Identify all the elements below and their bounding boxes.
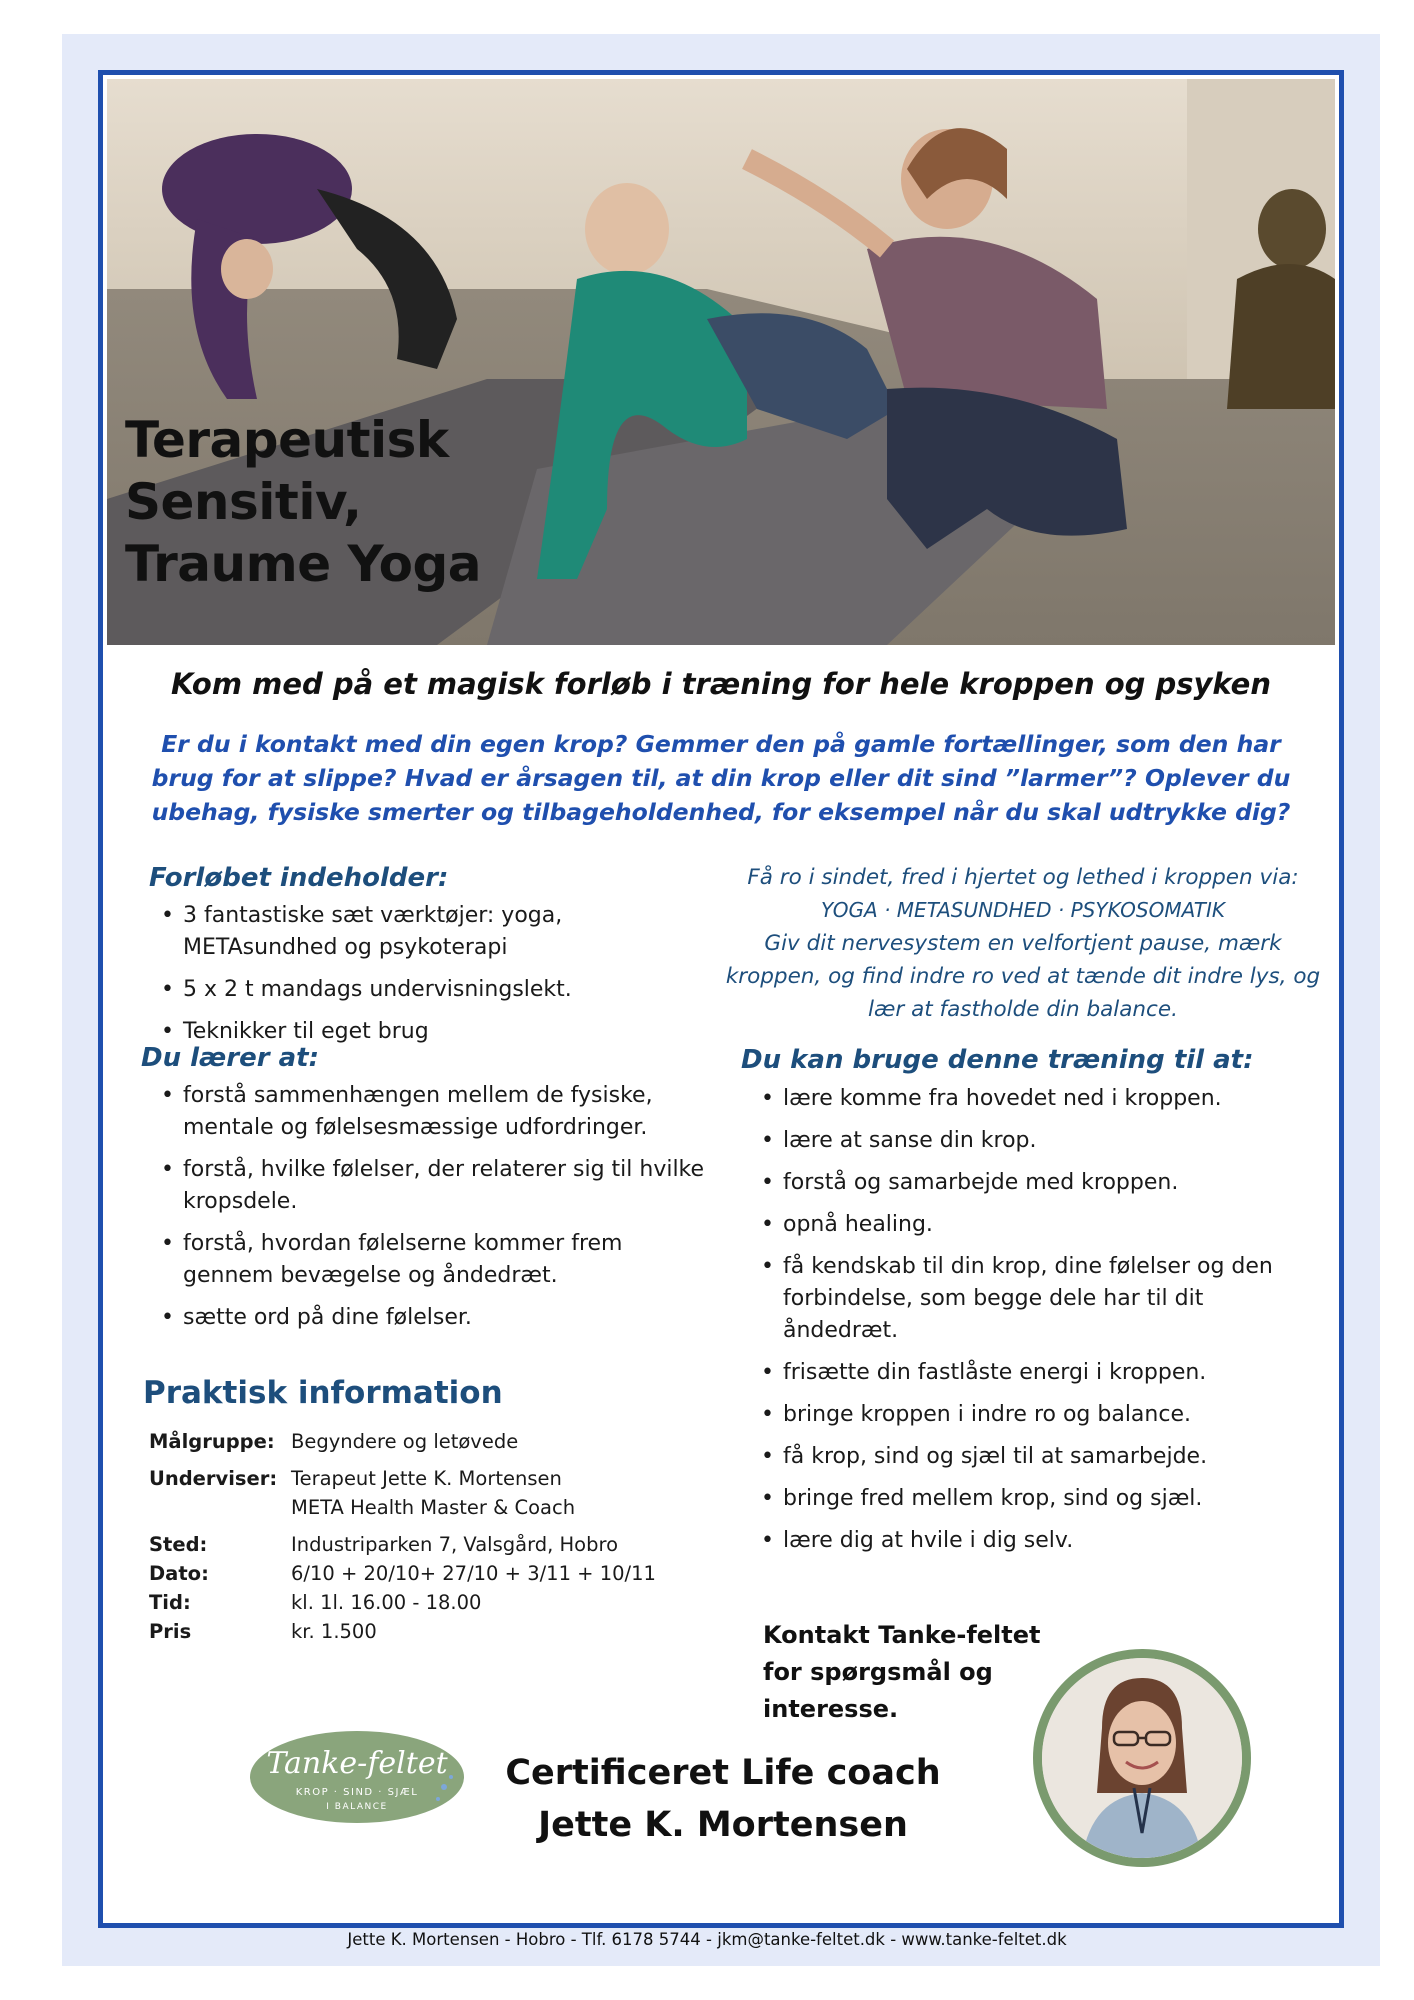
list-item: • forstå og samarbejde med kroppen. xyxy=(759,1167,1299,1199)
list-item: • lære komme fra hovedet ned i kroppen. xyxy=(759,1083,1299,1115)
learn-heading: Du lærer at: xyxy=(141,1043,320,1073)
price-value: kr. 1.500 xyxy=(291,1620,377,1643)
place-label: Sted: xyxy=(149,1533,208,1556)
portrait-photo xyxy=(1033,1649,1251,1867)
hero-title xyxy=(125,409,481,595)
date-value: 6/10 + 20/10+ 27/10 + 3/11 + 10/11 xyxy=(291,1562,656,1585)
list-item: • lære dig at hvile i dig selv. xyxy=(759,1525,1299,1557)
list-item: • 3 fantastiske sæt værktøjer: yoga, METAsundhed og psykoterapi xyxy=(159,900,679,964)
target-label: Målgruppe: xyxy=(149,1430,275,1453)
calm-line-2: YOGA · METASUNDHED · PSYKOSOMATIK xyxy=(820,898,1226,922)
hero-title-line-1: Terapeutisk xyxy=(125,411,449,469)
logo-name: Tanke-feltet xyxy=(266,1746,448,1781)
practical-heading: Praktisk information xyxy=(143,1375,503,1411)
portrait-image xyxy=(1042,1658,1242,1858)
logo-subline-2: I BALANCE xyxy=(326,1802,388,1812)
content-heading: Forløbet indeholder: xyxy=(149,863,449,893)
info-row-price xyxy=(149,1617,689,1646)
list-item: • sætte ord på dine følelser. xyxy=(159,1302,719,1334)
calm-line-1: Få ro i sindet, fred i hjertet og lethed i kroppen via: xyxy=(747,865,1299,890)
hero-title-line-2: Sensitiv, xyxy=(125,473,362,531)
contact-line-2: for spørgsmål og xyxy=(763,1658,993,1686)
contact-line-3: interesse. xyxy=(763,1695,899,1723)
hero-title-line-3: Traume Yoga xyxy=(125,535,482,593)
list-item: • få krop, sind og sjæl til at samarbejde. xyxy=(759,1441,1299,1473)
list-item: • Teknikker til eget brug xyxy=(159,1016,679,1048)
hero-photo xyxy=(107,79,1335,645)
teacher-value-1: Terapeut Jette K. Mortensen xyxy=(291,1467,562,1490)
target-value: Begyndere og letøvede xyxy=(291,1430,519,1453)
list-item: • forstå sammenhængen mellem de fysiske, mentale og følelsesmæssige udfordringer. xyxy=(159,1080,719,1144)
footer-contact-line: Jette K. Mortensen - Hobro - Tlf. 6178 5744 - jkm@tanke-feltet.dk - www.tanke-feltet.dk xyxy=(347,1930,1067,1949)
time-value: kl. 1l. 16.00 - 18.00 xyxy=(291,1591,482,1614)
practical-info xyxy=(149,1427,689,1646)
list-item: • forstå, hvordan følelserne kommer frem gennem bevægelse og åndedræt. xyxy=(159,1228,719,1292)
list-item: • frisætte din fastlåste energi i kroppen. xyxy=(759,1357,1299,1389)
teacher-label: Underviser: xyxy=(149,1467,278,1490)
info-row-target xyxy=(149,1427,689,1456)
list-item: • forstå, hvilke følelser, der relaterer sig til hvilke kropsdele. xyxy=(159,1154,719,1218)
intro-text: Er du i kontakt med din egen krop? Gemmer den på gamle fortællinger, som den har brug for at slippe? Hvad er årsagen til, at din krop eller dit sind ”larmer”? Oplever du ubehag, fysiske smerter og tilbageholdenhed, for eksempel når du skal udtrykke dig? xyxy=(151,730,1291,826)
flyer-frame xyxy=(98,70,1344,1928)
use-list xyxy=(759,1083,1299,1567)
logo-subline-1: KROP · SIND · SJÆL xyxy=(295,1787,419,1798)
calm-text xyxy=(723,861,1323,1026)
time-label: Tid: xyxy=(149,1591,191,1614)
calm-line-3: Giv dit nervesystem en velfortjent pause, mærk kroppen, og find indre ro ved at tænde dit indre lys, og lær at fastholde din balance. xyxy=(725,931,1321,1022)
info-row-date xyxy=(149,1559,689,1588)
teacher-value-2: META Health Master & Coach xyxy=(291,1496,576,1519)
tagline: Kom med på et magisk forløb i træning for hele kroppen og psyken xyxy=(171,667,1271,701)
info-row-place xyxy=(149,1530,689,1559)
list-item: • lære at sanse din krop. xyxy=(759,1125,1299,1157)
list-item: • få kendskab til din krop, dine følelser og den forbindelse, som begge dele har til dit åndedræt. xyxy=(759,1251,1299,1347)
list-item: • 5 x 2 t mandags undervisningslekt. xyxy=(159,974,679,1006)
use-heading: Du kan bruge denne træning til at: xyxy=(741,1045,1254,1075)
price-label: Pris xyxy=(149,1620,192,1643)
info-row-teacher-2 xyxy=(149,1493,689,1522)
info-row-teacher xyxy=(149,1464,689,1493)
tanke-feltet-logo xyxy=(248,1729,466,1825)
certified-line-1: Certificeret Life coach xyxy=(505,1753,941,1793)
place-value: Industriparken 7, Valsgård, Hobro xyxy=(291,1533,619,1556)
learn-list xyxy=(159,1080,719,1344)
list-item: • bringe kroppen i indre ro og balance. xyxy=(759,1399,1299,1431)
contact-line-1: Kontakt Tanke-feltet xyxy=(763,1621,1041,1649)
date-label: Dato: xyxy=(149,1562,209,1585)
info-row-time xyxy=(149,1588,689,1617)
certified-coach xyxy=(493,1747,953,1851)
list-item: • opnå healing. xyxy=(759,1209,1299,1241)
certified-line-2: Jette K. Mortensen xyxy=(538,1805,908,1845)
list-item: • bringe fred mellem krop, sind og sjæl. xyxy=(759,1483,1299,1515)
contact-text xyxy=(763,1617,1083,1728)
content-list xyxy=(159,900,679,1058)
